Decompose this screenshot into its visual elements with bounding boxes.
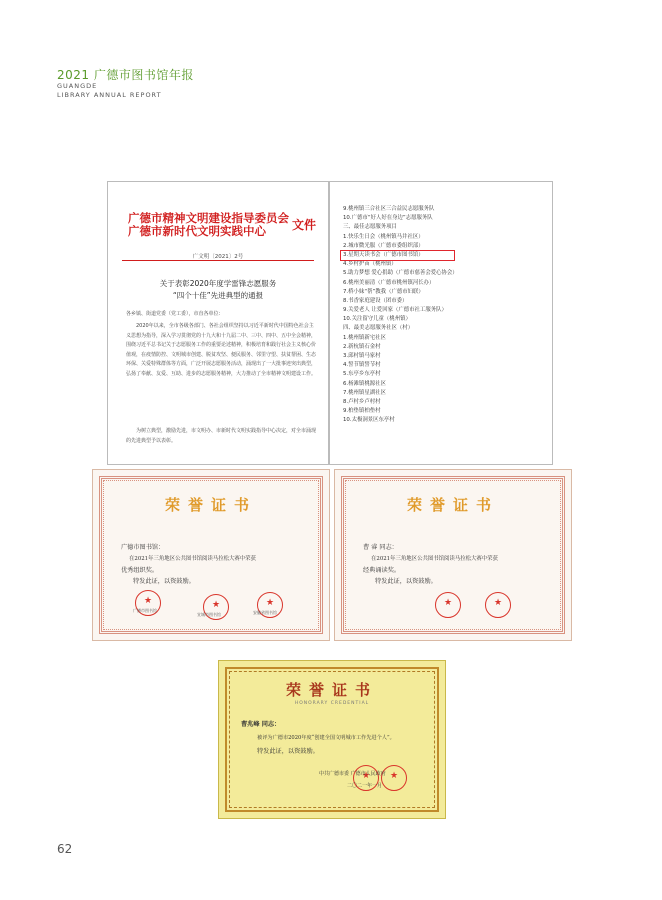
list-item: 9.桃州镇三合社区三合益民志愿服务队 (343, 206, 435, 212)
list-item: 7.桃州镇星湖社区 (343, 389, 386, 396)
list-item: 2.新杭镇石金村 (343, 343, 381, 350)
list-item: 四、最美志愿服务社区（村） (343, 325, 414, 332)
doc-org-line1: 广德市精神文明建设指导委员会 (128, 211, 289, 225)
seal-label: 安徽省图书馆 (253, 610, 277, 615)
list-item: 3.邱村镇马家村 (343, 353, 381, 359)
certificate-title: 荣誉证书 (406, 496, 499, 514)
certificate-title: 荣誉证书 (164, 496, 257, 514)
doc-salutation: 各乡镇、街道党委（党工委），市直各单位： (126, 311, 224, 317)
list-item: 1.桃州镇新宅社区 (343, 334, 386, 341)
list-item: 6.杨滩镇桃源社区 (343, 380, 386, 387)
list-item: 9.关爱老人 让爱回家（广德市社工服务队） (343, 307, 447, 314)
list-item: 10.太极洞景区东亭村 (343, 417, 395, 424)
report-subtitle-annual: LIBRARY ANNUAL REPORT (57, 91, 162, 99)
doc-org-line2: 广德市新时代文明实践中心 (128, 224, 266, 238)
list-item: 4.乡村护苗（桃州镇） (343, 261, 397, 268)
certificate-body-3: 特发此证，以资鼓励。 (375, 578, 437, 585)
certificate-body-2: 特发此证，以资鼓励。 (257, 748, 319, 755)
list-item: 6.桃州美丽清（广德市桃州镇河长办） (343, 279, 435, 286)
list-item: 1.快乐生日会（桃州镇马井社区） (343, 233, 424, 240)
doc-paragraph-1: 2020年以来，全市各级各部门、各社会组织坚持以习近平新时代中国特色社会主义思想为指导，深入学习贯彻党的十九大和十九届二中、三中、四中、五中全会精神，围绕习近平总书记关于志愿服务工作的重要论述精神，积极培育和践行社会主义核心价值观，在疫情防控、文明城市创建、脱贫攻坚、便民服务、邻里守望、扶贫帮困、生态环保、关爱特殊群体等方面，广泛开展志愿服务活动，涌现出了一大批事迹突出典型，弘扬了奉献、友爱、互助、进步的志愿服务精神，大力推动了全市精神文明建设工作。 (126, 323, 317, 377)
doc-red-header (128, 212, 318, 238)
page-number: 62 (57, 842, 73, 856)
certificate-recipient: 曹兆峰 同志： (241, 721, 281, 728)
doc-wenjian: 文件 (292, 218, 317, 232)
report-subtitle-guangde: GUANGDE (57, 82, 98, 90)
seal-icon (435, 592, 461, 618)
certificate-recipient: 曹 睿 同志： (363, 544, 398, 551)
certificate-body-3: 特发此证，以资鼓励。 (133, 578, 195, 585)
report-title: 2021 广德市图书馆年报 (57, 68, 194, 82)
list-item: 8.卢村乡卢村村 (343, 398, 381, 405)
certificate-library (92, 469, 330, 641)
doc-title-line1: 关于表彰2020年度学雷锋志愿服务 (159, 279, 277, 288)
doc-number: 广文明〔2021〕2号 (192, 254, 244, 260)
list-item: 10.关注留守儿童（桃州镇） (343, 316, 411, 323)
certificate-subtitle: HONORARY CREDENTIAL (294, 701, 370, 706)
list-item: 4.誓节镇誓节村 (343, 362, 381, 369)
list-item: 10.广德市“好人好在身边”志愿服务队 (343, 215, 433, 222)
list-item: 7.桥小妹“帮”教我（广德市妇联） (343, 288, 424, 295)
certificate-body-1: 在2021年三角地区公共图书馆阅读马拉松大赛中荣获 (129, 556, 256, 562)
doc-title-line2: “四个十佳”先进典型的通报 (172, 291, 264, 300)
certificate-body-2: 优秀组织奖。 (121, 567, 159, 574)
doc-red-line (122, 260, 314, 261)
document-list-page (329, 181, 553, 465)
seal-label: 广德市图书馆 (133, 608, 157, 613)
list-item: 5.东亭乡东亭村 (343, 371, 381, 378)
certificate-issuer: 中共广德市委 广德市人民政府 (319, 771, 386, 777)
certificate-date: 二〇二一年一月 (347, 783, 383, 789)
list-item: 8.书香家庭建设（团市委） (343, 297, 408, 304)
list-item: 2.城市微光服（广德市委组织部） (343, 242, 424, 249)
list-item: 5.助力梦想 爱心捐助（广德市慈善会爱心协会） (343, 270, 458, 277)
seal-label: 宣城市图书馆 (197, 612, 221, 617)
certificate-body-1: 在2021年三角地区公共图书馆阅读马拉松大赛中荣获 (371, 556, 498, 562)
doc-paragraph-2: 为树立典型，激励先进，市文明办、市新时代文明实践指导中心决定，对全市涌现的先进典型予以表彰。 (126, 428, 317, 444)
certificate-title: 荣誉证书 (285, 681, 378, 699)
certificate-body-2: 经典诵读奖。 (363, 567, 401, 574)
certificate-recipient: 广德市图书馆： (121, 544, 165, 551)
certificate-personal (334, 469, 572, 641)
list-item: 9.柏垫镇柏垫村 (343, 408, 381, 415)
document-notice (107, 181, 329, 465)
certificate-civilization (218, 660, 446, 819)
award-list (343, 205, 543, 426)
seal-icon (485, 592, 511, 618)
certificate-body-1: 被评为广德市2020年度“创建全国文明城市工作先进个人”。 (257, 735, 395, 741)
list-item: 三、最佳志愿服务项目 (343, 224, 397, 231)
highlighted-list-item: 3.星期天读书会（广德市图书馆） (341, 251, 454, 260)
